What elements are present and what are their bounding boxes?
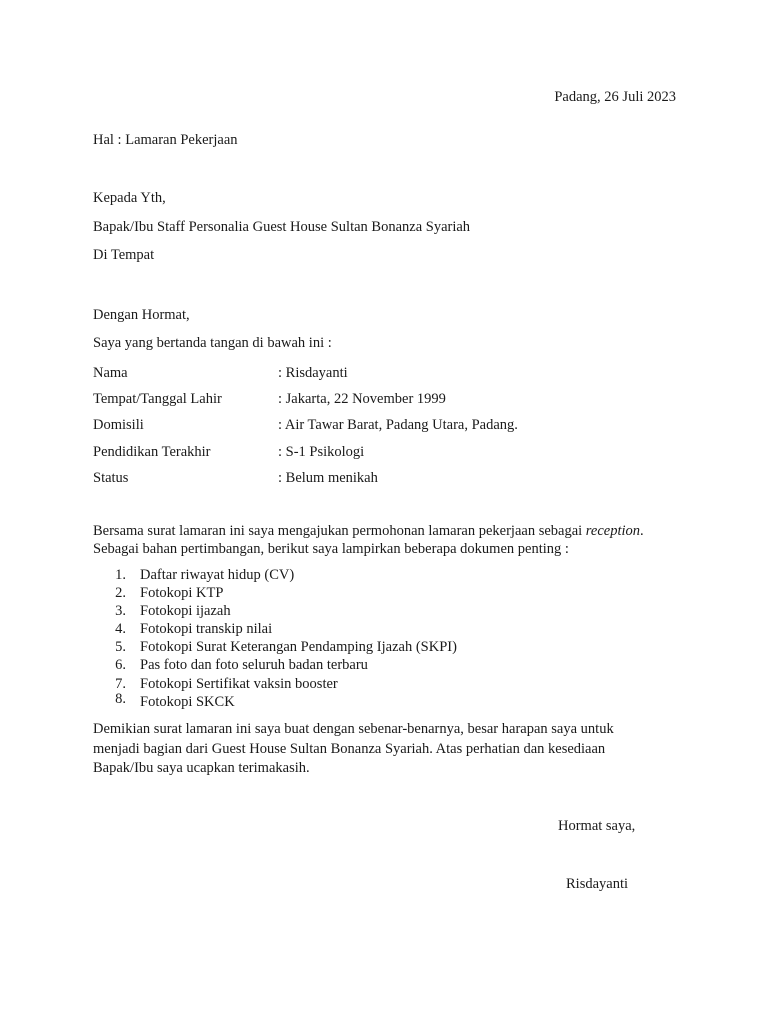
signoff: Hormat saya, bbox=[558, 818, 636, 834]
recipient-line-1: Kepada Yth, bbox=[93, 190, 166, 206]
body-line-2: Sebagai bahan pertimbangan, berikut saya lampirkan beberapa dokumen penting : bbox=[93, 541, 569, 557]
list-item bbox=[93, 620, 457, 638]
detail-value-domicile: : Air Tawar Barat, Padang Utara, Padang. bbox=[278, 417, 518, 433]
list-item-text: Fotokopi transkip nilai bbox=[140, 621, 273, 638]
detail-value-status: : Belum menikah bbox=[278, 470, 378, 486]
detail-value-name: : Risdayanti bbox=[278, 365, 348, 381]
list-item bbox=[93, 690, 457, 711]
signer-name: Risdayanti bbox=[566, 876, 629, 892]
list-item-number: 1. bbox=[115, 567, 126, 583]
list-item-number: 4. bbox=[115, 621, 126, 638]
list-item-text: Pas foto dan foto seluruh badan terbaru bbox=[140, 657, 368, 674]
closing-line-3: Bapak/Ibu saya ucapkan terimakasih. bbox=[93, 760, 310, 776]
recipient-line-3: Di Tempat bbox=[93, 247, 155, 263]
letter-date: Padang, 26 Juli 2023 bbox=[554, 89, 676, 105]
attachment-list bbox=[93, 566, 457, 711]
body-line-1-end: . bbox=[640, 523, 644, 539]
detail-label-name: Nama bbox=[93, 365, 128, 381]
list-item bbox=[93, 638, 457, 656]
list-item-text: Fotokopi ijazah bbox=[140, 603, 231, 620]
detail-label-status: Status bbox=[93, 470, 129, 486]
list-item bbox=[93, 584, 457, 602]
list-item-number: 2. bbox=[115, 585, 126, 602]
list-item-number: 5. bbox=[115, 639, 126, 656]
list-item-text: Daftar riwayat hidup (CV) bbox=[140, 567, 295, 583]
detail-value-education: : S-1 Psikologi bbox=[278, 444, 365, 460]
closing-paragraph bbox=[93, 720, 693, 779]
list-item-text: Fotokopi SKCK bbox=[140, 693, 235, 710]
list-item-number: 8. bbox=[115, 690, 126, 707]
detail-label-domicile: Domisili bbox=[93, 417, 144, 433]
position-applied: reception bbox=[585, 523, 641, 539]
list-item-number: 7. bbox=[115, 675, 126, 692]
greeting: Dengan Hormat, bbox=[93, 307, 190, 323]
closing-line-1: Demikian surat lamaran ini saya buat dengan sebenar-benarnya, besar harapan saya untuk bbox=[93, 721, 614, 737]
list-item-number: 3. bbox=[115, 603, 126, 620]
recipient-line-2: Bapak/Ibu Staff Personalia Guest House Sultan Bonanza Syariah bbox=[93, 219, 471, 235]
detail-label-education: Pendidikan Terakhir bbox=[93, 444, 211, 460]
body-line-1-text: Bersama surat lamaran ini saya mengajukan permohonan lamaran pekerjaan sebagai bbox=[93, 523, 586, 539]
letter-subject: Hal : Lamaran Pekerjaan bbox=[93, 132, 238, 148]
list-item-text: Fotokopi Sertifikat vaksin booster bbox=[140, 675, 338, 692]
detail-label-birth: Tempat/Tanggal Lahir bbox=[93, 391, 222, 407]
intro-text: Saya yang bertanda tangan di bawah ini : bbox=[93, 335, 332, 351]
detail-value-birth: : Jakarta, 22 November 1999 bbox=[278, 391, 446, 407]
list-item-number: 6. bbox=[115, 657, 126, 674]
body-line-1 bbox=[93, 522, 703, 540]
list-item-text: Fotokopi KTP bbox=[140, 585, 224, 602]
list-item bbox=[93, 656, 457, 674]
list-item bbox=[93, 675, 457, 693]
list-item bbox=[93, 566, 457, 584]
list-item-text: Fotokopi Surat Keterangan Pendamping Ijazah (SKPI) bbox=[140, 639, 457, 656]
body-paragraph bbox=[93, 522, 703, 558]
list-item bbox=[93, 602, 457, 620]
closing-line-2: menjadi bagian dari Guest House Sultan Bonanza Syariah. Atas perhatian dan kesediaan bbox=[93, 740, 606, 757]
